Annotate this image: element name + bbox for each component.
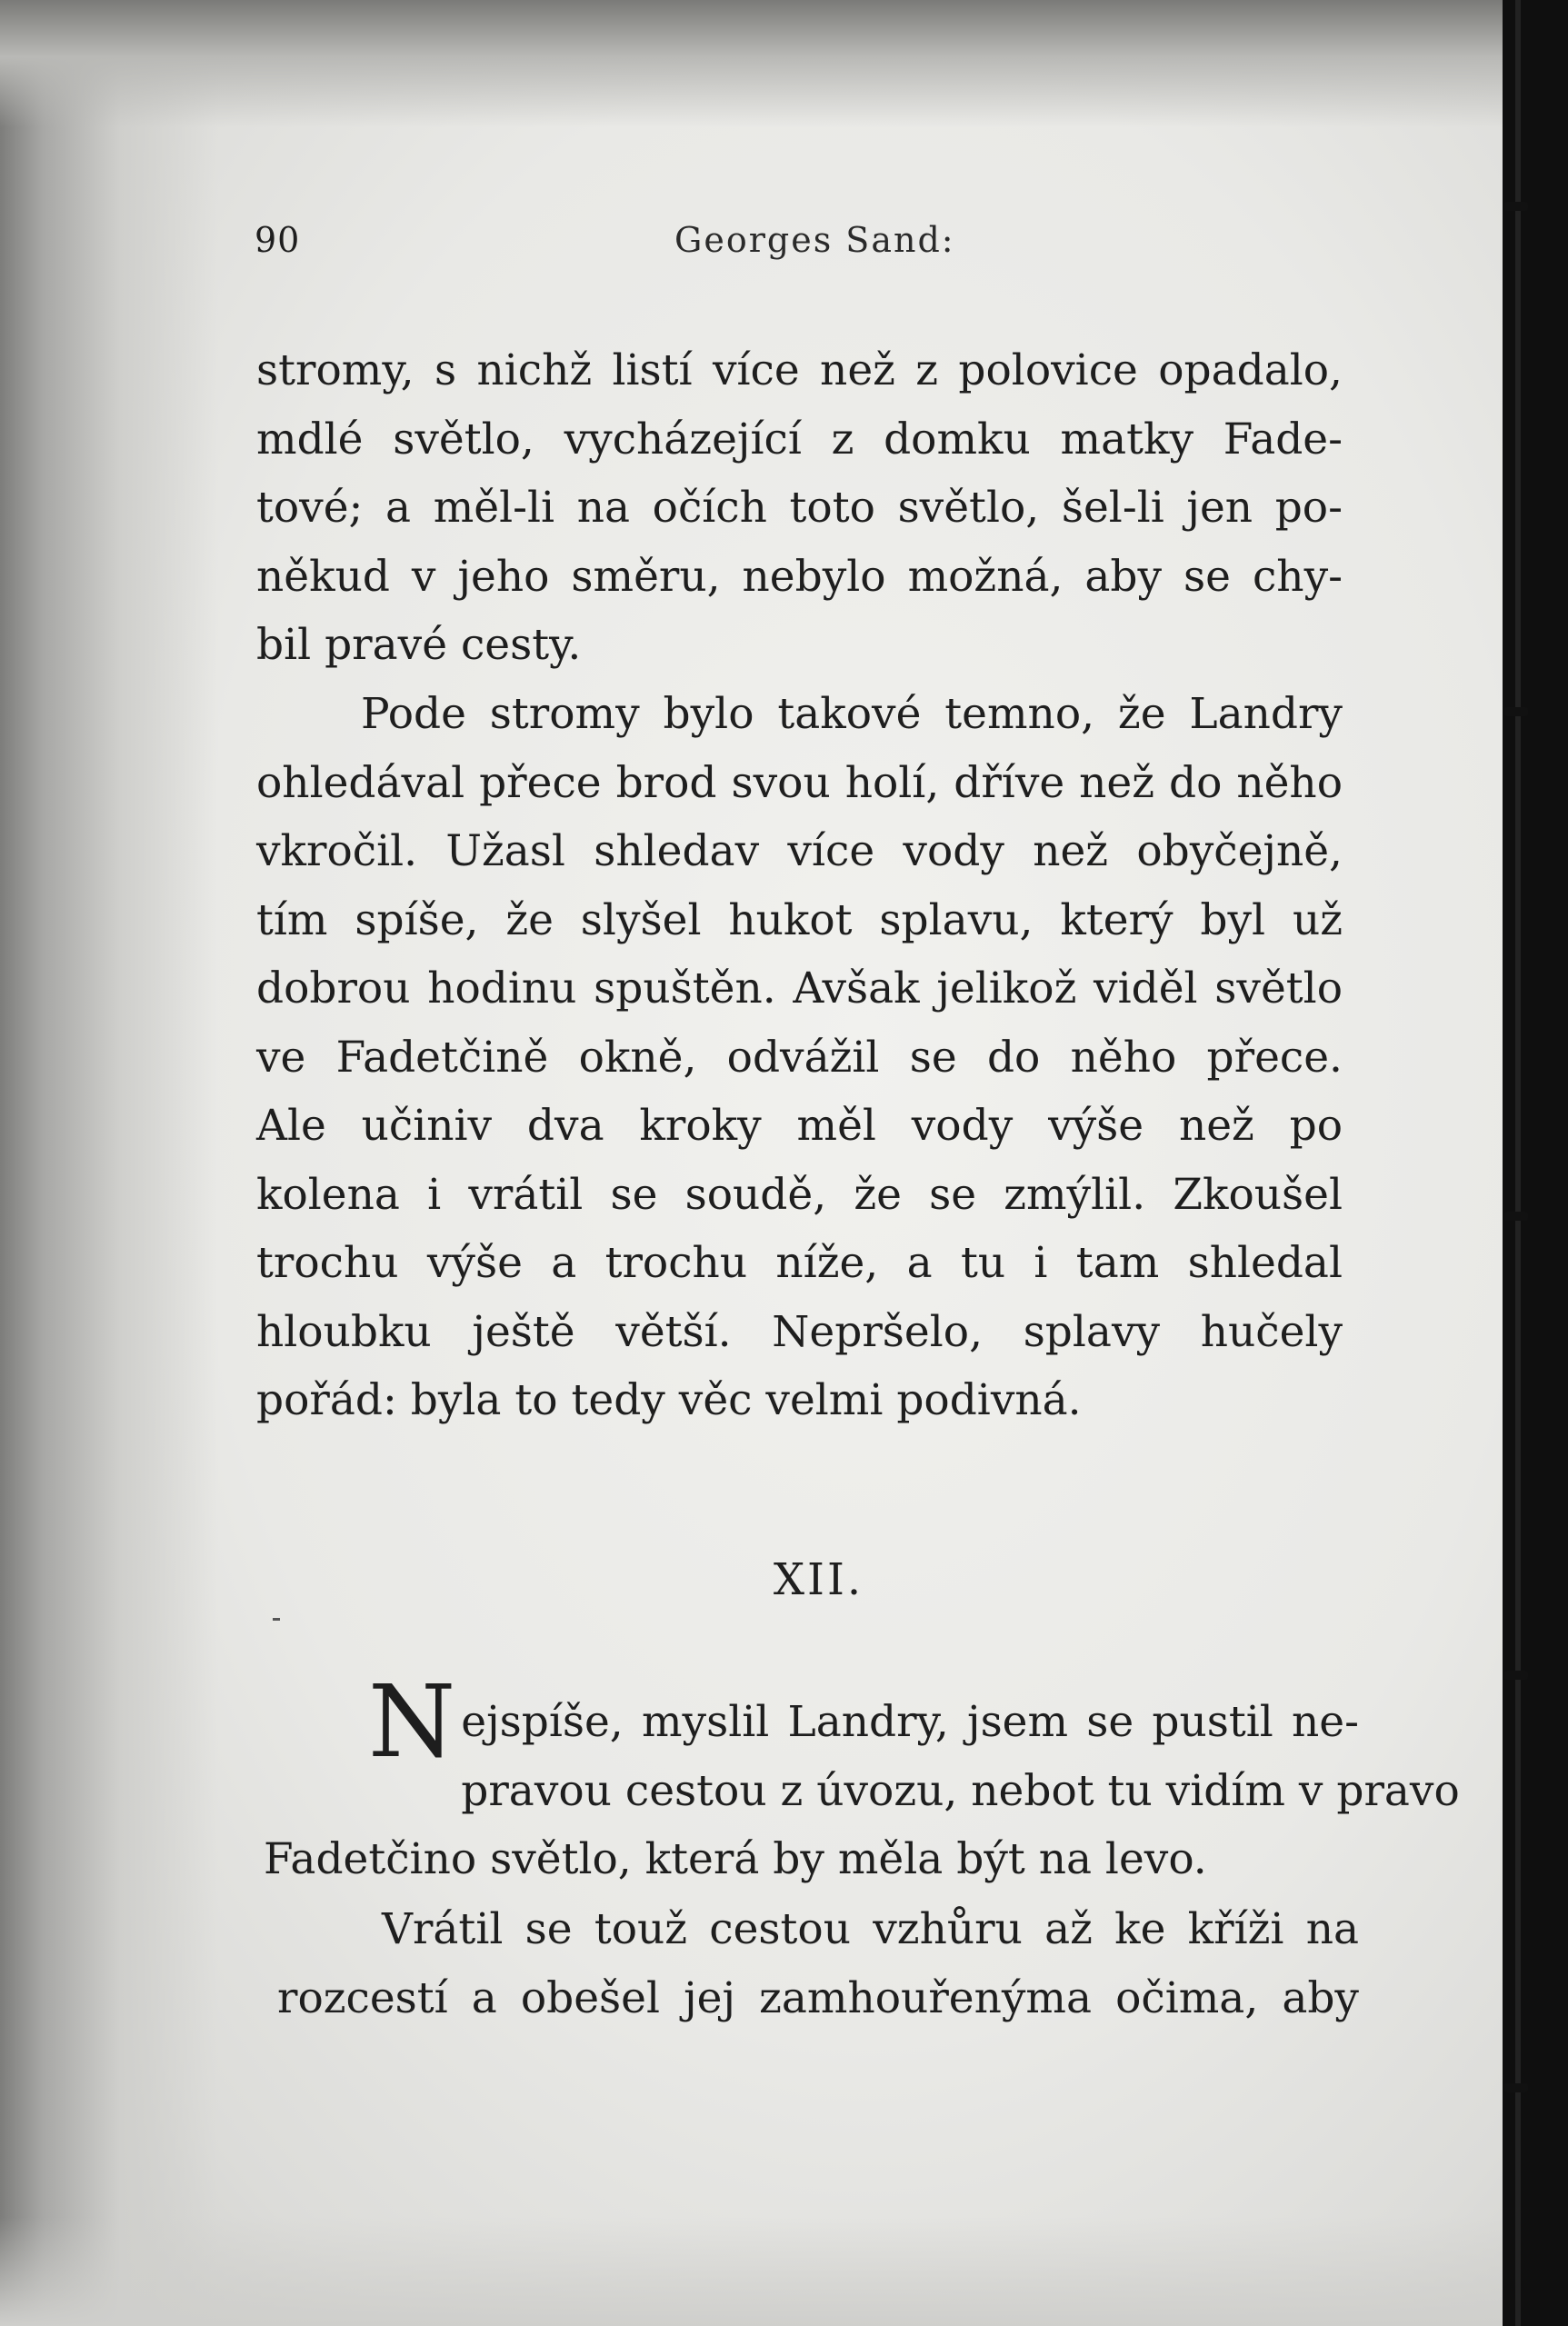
running-title: Georges Sand: (674, 220, 955, 260)
binding-stitch (1504, 2083, 1528, 2092)
text-line: pořád: byla to tedy věc velmi podivná. (256, 1375, 1082, 1425)
paragraph-continued (256, 336, 1343, 680)
book-edge (1503, 0, 1568, 2326)
text-line: dobrou hodinu spuštěn. Avšak jelikož viděl světlo (256, 963, 1343, 1013)
text-line: pravou cestou z úvozu, nebot tu vidím v pravo (461, 1765, 1460, 1816)
text-line: stromy, s nichž listí více než z polovice opadalo, (256, 345, 1343, 395)
text-line: vkročil. Užasl shledav více vody než obyčejně, (256, 826, 1343, 876)
stray-mark (273, 1618, 280, 1621)
text-line: rozcestí a obešel jej zamhouřenýma očima, aby (277, 1972, 1359, 2023)
binding-stitch (1504, 707, 1528, 716)
paragraph-2 (256, 680, 1343, 1435)
chapter-paragraph-1 (264, 1663, 1460, 1894)
text-line: tové; a měl-li na očích toto světlo, šel-li jen po- (256, 483, 1343, 533)
text-line: ohledával přece brod svou holí, dříve než do něho (256, 757, 1343, 808)
text-line: ve Fadetčině okně, odvážil se do něho přece. (256, 1032, 1343, 1083)
text-line: Pode stromy bylo takové temno, že Landry (361, 689, 1343, 739)
text-line: ejspíše, myslil Landry, jsem se pustil ne- (461, 1697, 1359, 1747)
chapter-paragraph-2 (277, 1895, 1359, 2032)
binding-stitch (1504, 1212, 1528, 1221)
text-line: bil pravé cesty. (256, 620, 582, 670)
page-number: 90 (255, 220, 301, 260)
binding-stitch (1504, 202, 1528, 211)
binding-line (1515, 0, 1521, 2326)
drop-cap: N (368, 1663, 456, 1780)
binding-stitch (1504, 1671, 1528, 1680)
text-line: kolena i vrátil se soudě, že se zmýlil. Zkoušel (256, 1169, 1343, 1220)
chapter-heading (0, 1554, 1568, 1605)
text-line: Fadetčino světlo, která by měla být na levo. (264, 1834, 1207, 1884)
running-head (255, 220, 1345, 275)
text-line: tím spíše, že slyšel hukot splavu, který byl už (256, 894, 1343, 945)
text-line: trochu výše a trochu níže, a tu i tam shledal (256, 1238, 1343, 1288)
text-line: hloubku ještě větší. Nepršelo, splavy hučely (256, 1306, 1343, 1357)
text-line: Ale učiniv dva kroky měl vody výše než po (256, 1101, 1343, 1151)
text-line: Vrátil se touž cestou vzhůru až ke kříži na (382, 1904, 1359, 1954)
text-line: mdlé světlo, vycházející z domku matky Fade- (256, 414, 1343, 464)
bottom-edge-shade (0, 2217, 1568, 2326)
gutter-shadow (0, 0, 218, 2326)
text-line: někud v jeho směru, nebylo možná, aby se chy- (256, 551, 1343, 602)
chapter-number: XII. (773, 1554, 864, 1605)
top-edge-shadow (0, 0, 1568, 127)
